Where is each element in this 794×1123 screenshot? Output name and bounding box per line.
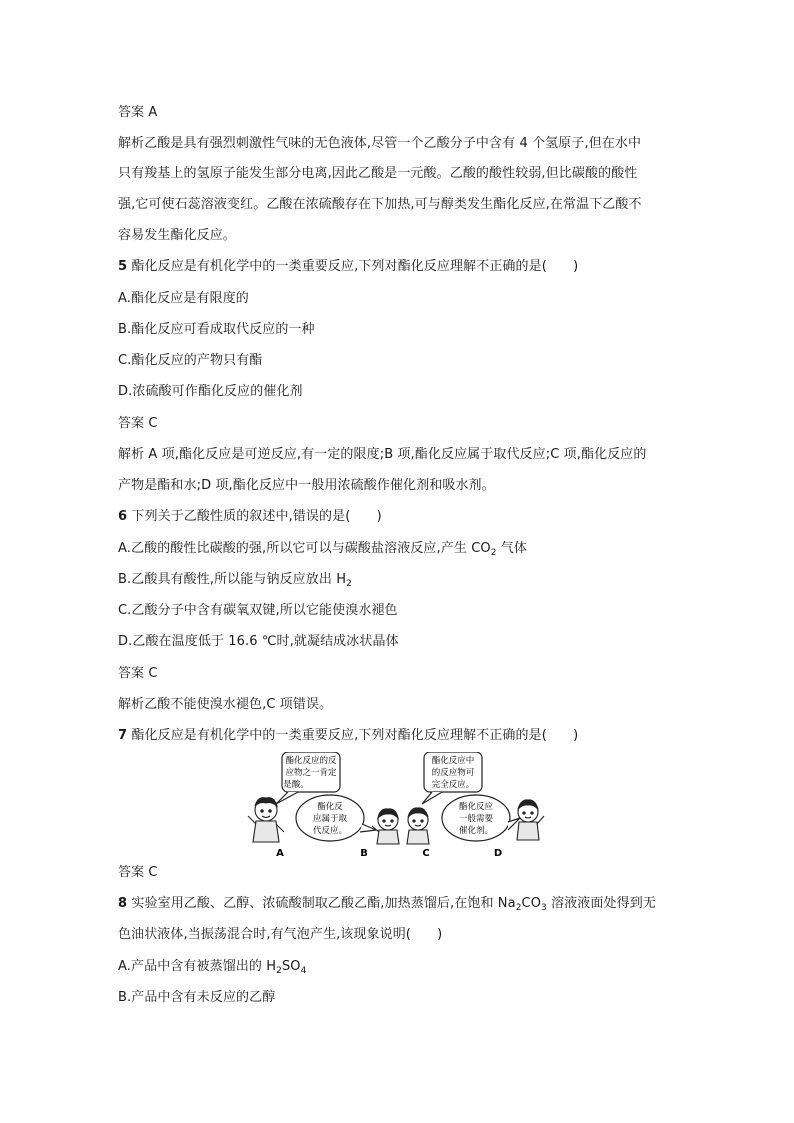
bubble-b-text: 应属于取 xyxy=(312,814,348,824)
bubble-a-text: 酯化反应的反 xyxy=(285,756,337,766)
q6-answer: 答案 C xyxy=(118,666,158,681)
q5-stem: 酯化反应是有机化学中的一类重要反应,下列对酯化反应理解不正确的是( ) xyxy=(131,259,579,274)
q5-explanation-line: 产物是酯和水;D 项,酯化反应中一般用浓硫酸作催化剂和吸水剂。 xyxy=(118,478,495,493)
q6-option-d: D.乙酸在温度低于 16.6 ℃时,就凝结成冰状晶体 xyxy=(118,634,399,649)
q6-stem-line xyxy=(118,508,382,526)
bubble-c-text: 酯化反应中 xyxy=(431,756,475,766)
bubble-d-text: 一般需要 xyxy=(458,814,494,824)
bubble-b-text: 酯化反 xyxy=(317,802,343,812)
student-d-illustration xyxy=(517,800,544,840)
q6-option-b-text: B.乙酸具有酸性,所以能与钠反应放出 H xyxy=(118,572,347,587)
q5-stem-line xyxy=(118,258,578,276)
subscript: 2 xyxy=(490,548,497,558)
q5-option-c: C.酯化反应的产物只有酯 xyxy=(118,353,263,368)
subscript: 2 xyxy=(276,966,282,976)
q6-explanation: 解析乙酸不能使溴水褪色,C 项错误。 xyxy=(118,697,333,712)
q7-cartoon-figure xyxy=(246,752,546,862)
q6-option-a-tail: 气体 xyxy=(496,541,527,556)
q4-explanation-line: 解析乙酸是具有强烈刺激性气味的无色液体,尽管一个乙酸分子中含有 4 个氢原子,但在水中 xyxy=(118,136,642,151)
q6-option-c: C.乙酸分子中含有碳氧双键,所以它能使溴水褪色 xyxy=(118,603,398,618)
subscript: 2 xyxy=(346,579,352,589)
q7-stem-line xyxy=(118,727,578,745)
q5-option-d: D.浓硫酸可作酯化反应的催化剂 xyxy=(118,384,303,399)
bubble-d-text: 酯化反应 xyxy=(458,802,494,812)
q6-option-a xyxy=(118,540,527,558)
subscript: 3 xyxy=(541,903,547,913)
q8-option-a-formula: SO xyxy=(281,959,301,974)
q8-stem-line xyxy=(118,895,656,913)
q4-explanation-line: 强,它可使石蕊溶液变红。乙酸在浓硫酸存在下加热,可与醇类发生酯化反应,在常温下乙酸不 xyxy=(118,197,642,212)
subscript: 2 xyxy=(515,903,522,913)
q8-option-a-text: A.产品中含有被蒸馏出的 H xyxy=(118,959,277,974)
q7-number: 7 xyxy=(118,728,128,743)
q6-option-a-text: A.乙酸的酸性比碳酸的强,所以它可以与碳酸盐溶液反应,产生 CO xyxy=(118,541,491,556)
q4-explanation-line: 容易发生酯化反应。 xyxy=(118,228,236,243)
speech-bubble-d xyxy=(442,795,520,841)
bubble-c-text: 完全反应。 xyxy=(431,780,475,790)
figure-label-d: D xyxy=(493,848,503,859)
bubble-a-text: 是酸。 xyxy=(283,780,309,790)
bubble-d-text: 催化剂。 xyxy=(458,826,494,836)
q8-option-a xyxy=(118,958,306,976)
q6-number: 6 xyxy=(118,509,128,524)
q8-stem-text: 实验室用乙酸、乙醇、浓硫酸制取乙酸乙酯,加热蒸馏后,在饱和 Na xyxy=(131,896,516,911)
bubble-a-text: 应物之一肯定 xyxy=(285,768,337,778)
speech-bubble-b xyxy=(296,795,376,841)
q5-explanation-line: 解析 A 项,酯化反应是可逆反应,有一定的限度;B 项,酯化反应属于取代反应;C 项,酯化反应的 xyxy=(118,447,647,462)
figure-label-a: A xyxy=(276,848,284,859)
figure-label-c: C xyxy=(422,848,430,859)
q7-answer: 答案 C xyxy=(118,865,158,880)
q5-option-b: B.酯化反应可看成取代反应的一种 xyxy=(118,322,315,337)
q5-number: 5 xyxy=(118,259,128,274)
subscript: 4 xyxy=(300,966,307,976)
q7-stem: 酯化反应是有机化学中的一类重要反应,下列对酯化反应理解不正确的是( ) xyxy=(131,728,579,743)
student-b-illustration xyxy=(372,809,399,844)
bubble-b-text: 代反应。 xyxy=(312,826,348,836)
q6-option-b xyxy=(118,571,352,589)
student-a-illustration xyxy=(248,798,284,842)
student-c-illustration xyxy=(407,808,429,844)
q8-stem-line-2: 色油状液体,当振荡混合时,有气泡产生,该现象说明( ) xyxy=(118,927,443,942)
bubble-c-text: 的反应物可 xyxy=(431,768,475,778)
q5-answer: 答案 C xyxy=(118,416,158,431)
figure-label-b: B xyxy=(360,848,368,859)
q8-number: 8 xyxy=(118,896,128,911)
q4-answer: 答案 A xyxy=(118,105,158,120)
q4-explanation-line: 只有羧基上的氢原子能发生部分电离,因此乙酸是一元酸。乙酸的酸性较弱,但比碳酸的酸性 xyxy=(118,166,638,181)
q8-stem-formula: CO xyxy=(521,896,542,911)
q5-option-a: A.酯化反应是有限度的 xyxy=(118,291,249,306)
q8-stem-tail: 溶液液面处得到无 xyxy=(546,896,656,911)
q6-stem: 下列关于乙酸性质的叙述中,错误的是( ) xyxy=(131,509,382,524)
q8-option-b: B.产品中含有未反应的乙醇 xyxy=(118,990,276,1005)
